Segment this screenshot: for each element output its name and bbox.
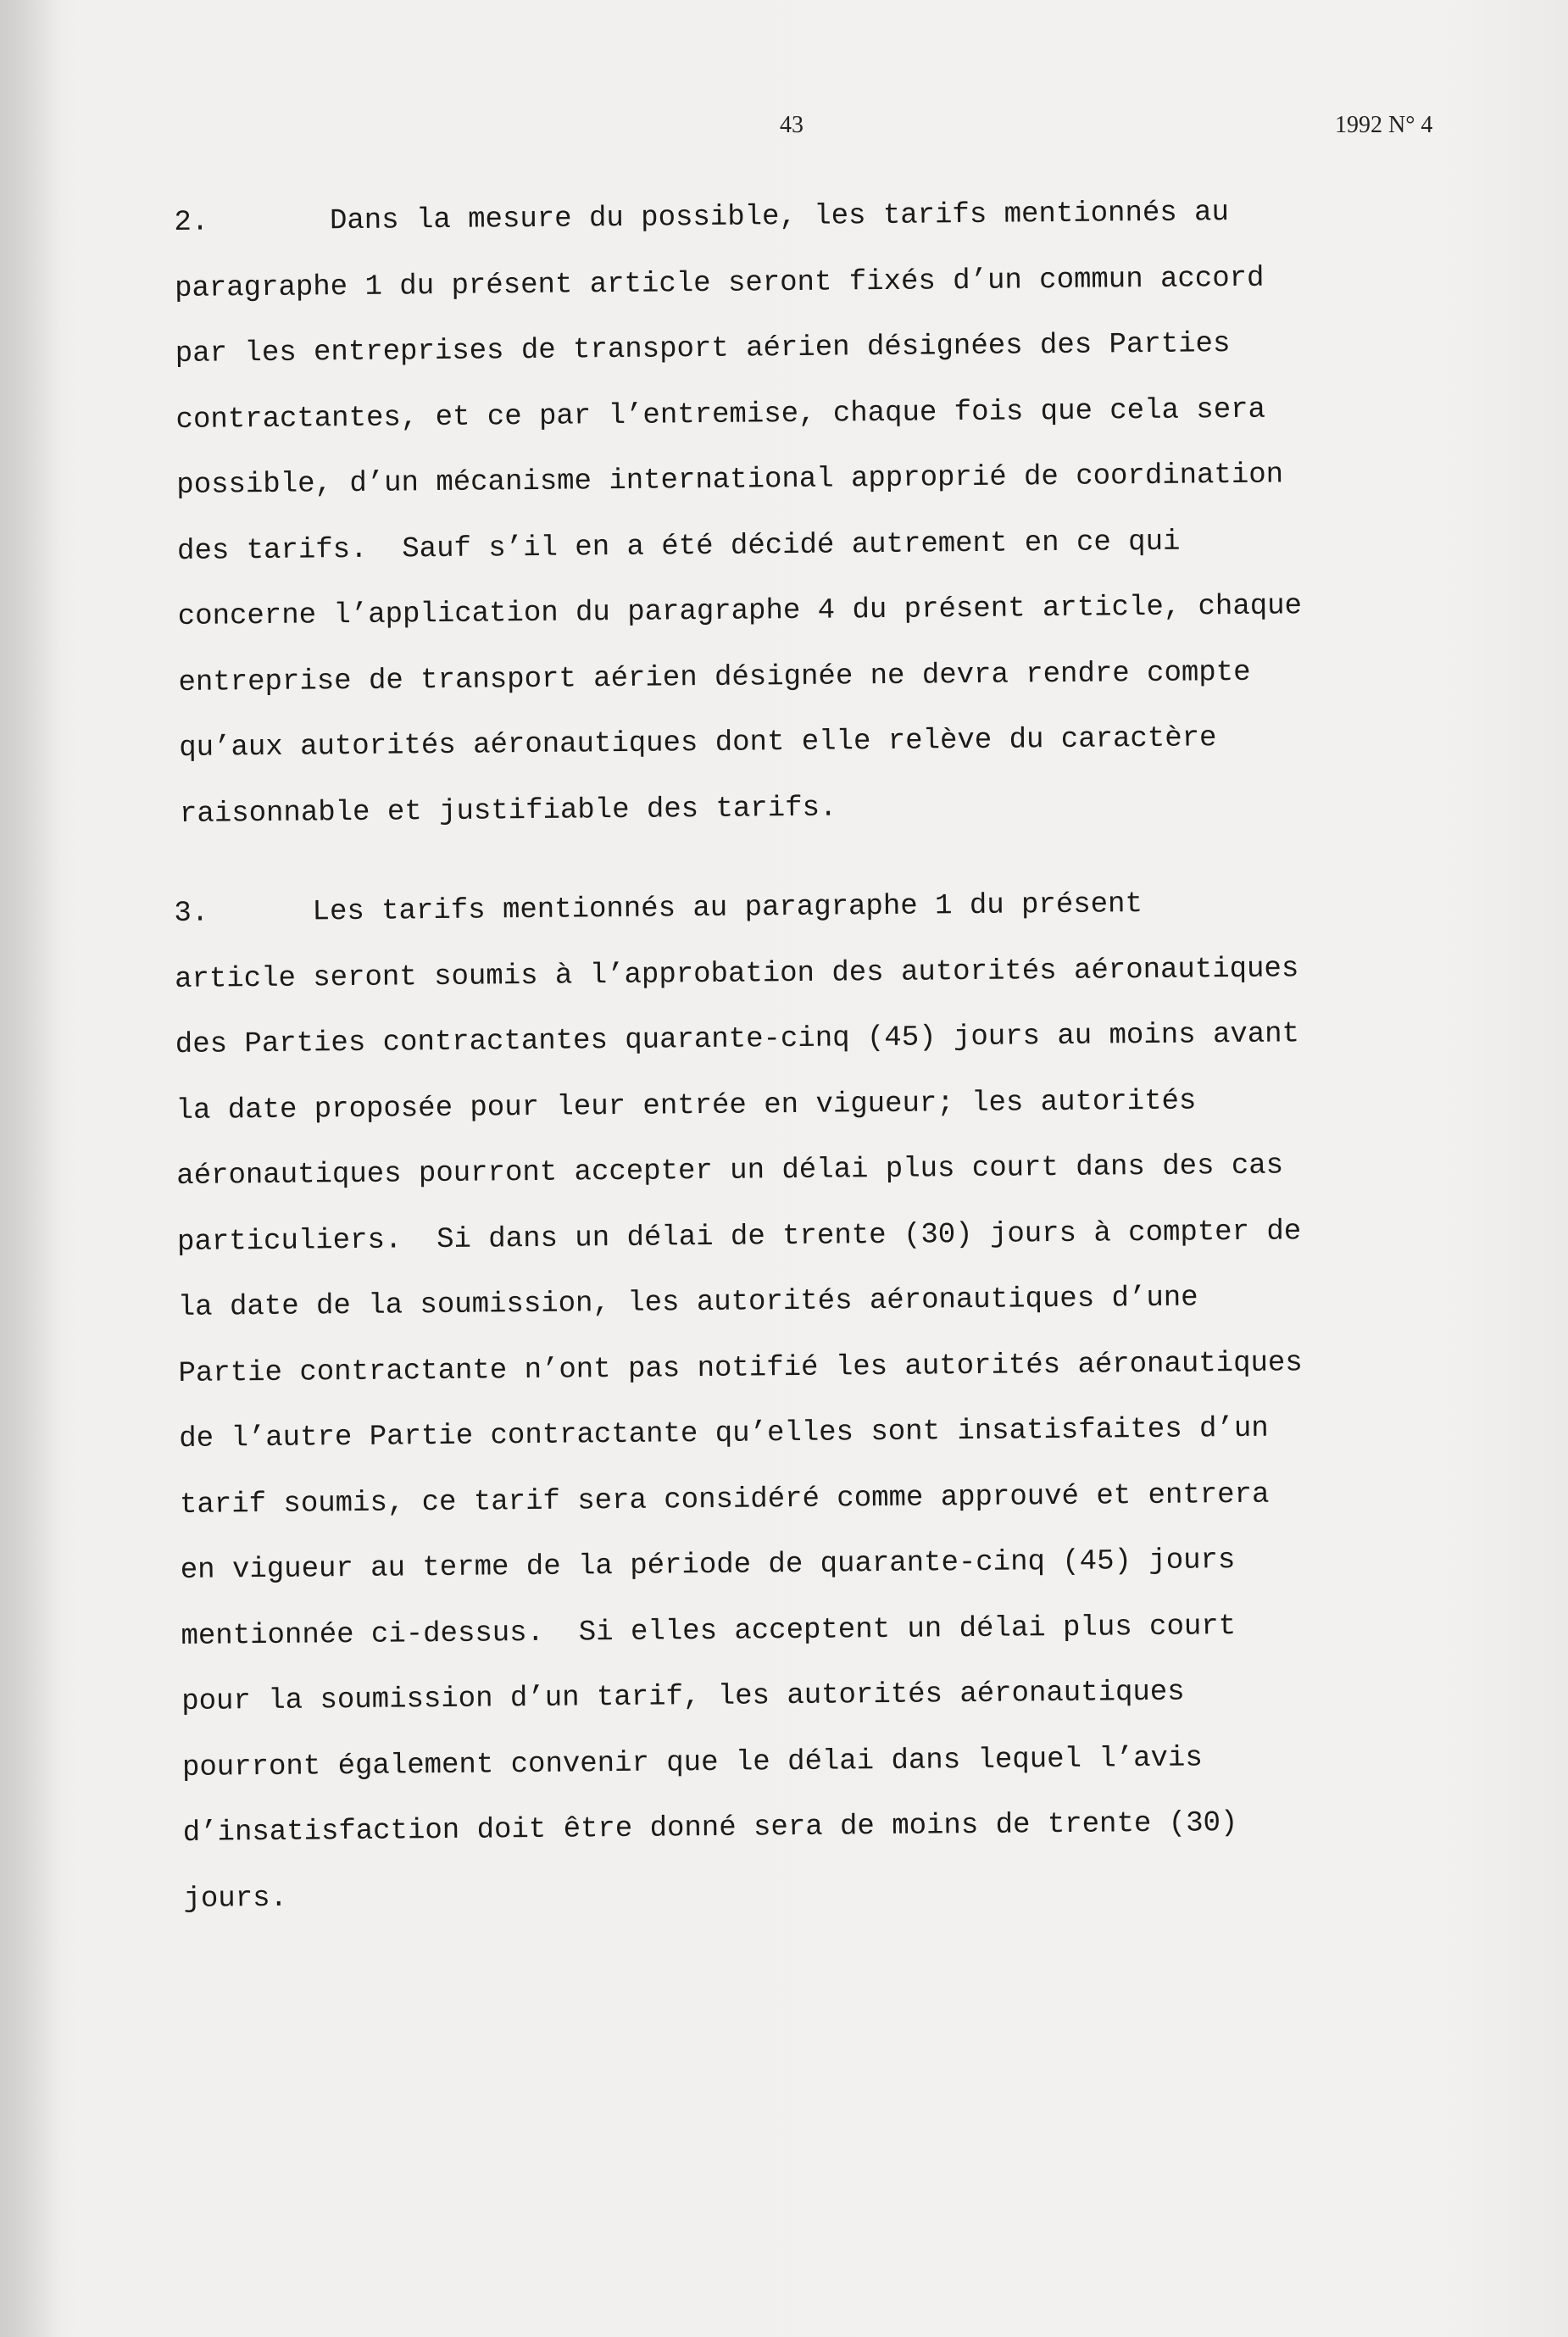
text-line: particuliers. Si dans un délai de trente (30) jours à compter de [176,1215,1302,1259]
text-line: entreprise de transport aérien désignée ne devra rendre compte [178,656,1251,699]
text-line: de l’autre Partie contractante qu’elles sont insatisfaites d’un [179,1412,1269,1455]
text-line: tarif soumis, ce tarif sera considéré comme approuvé et entrera [179,1478,1270,1522]
text-line: mentionnée ci-dessus. Si elles acceptent un délai plus court [181,1610,1237,1653]
text-line: article seront soumis à l’approbation des autorités aéronautiques [174,952,1299,996]
text-line: 3. Les tarifs mentionnés au paragraphe 1 du présent [174,888,1143,930]
text-line: des tarifs. Sauf s’il en a été décidé autrement en ce qui [176,526,1181,568]
paragraph-3 [174,870,1438,1933]
text-line: la date proposée pour leur entrée en vigueur; les autorités [175,1084,1197,1127]
page-number: 43 [780,112,803,138]
text-line: Partie contractante n’ont pas notifié les autorités aéronautiques [178,1346,1303,1390]
binding-shadow [0,0,59,2337]
text-line: pour la soumission d’un tarif, les autorités aéronautiques [181,1676,1185,1718]
text-line: paragraphe 1 du présent article seront fixés d’un commun accord [174,262,1265,305]
text-line: en vigueur au terme de la période de quarante-cinq (45) jours [180,1544,1236,1587]
text-line: par les entreprises de transport aérien désignées des Parties [175,328,1231,370]
text-line: la date de la soumission, les autorités aéronautiques d’une [177,1282,1198,1324]
document-reference: 1992 N° 4 [1335,112,1433,138]
text-line: raisonnable et justifiable des tarifs. [179,792,837,831]
text-line: contractantes, et ce par l’entremise, chaque fois que cela sera [175,393,1266,437]
text-line: des Parties contractantes quarante-cinq (45) jours au moins avant [175,1018,1300,1061]
text-line: jours. [183,1882,288,1916]
text-line: d’insatisfaction doit être donné sera de moins de trente (30) [182,1807,1238,1850]
text-line: concerne l’application du paragraphe 4 du présent article, chaque [177,590,1303,633]
text-line: qu’aux autorités aéronautiques dont elle relève du caractère [179,722,1217,765]
text-line: possible, d’un mécanisme international approprié de coordination [176,459,1284,502]
text-line: 2. Dans la mesure du possible, les tarifs mentionnés au [174,197,1230,239]
paragraph-2 [174,179,1434,848]
text-line: aéronautiques pourront accepter un délai plus court dans des cas [176,1149,1284,1193]
text-line: pourront également convenir que le délai dans lequel l’avis [181,1741,1203,1784]
